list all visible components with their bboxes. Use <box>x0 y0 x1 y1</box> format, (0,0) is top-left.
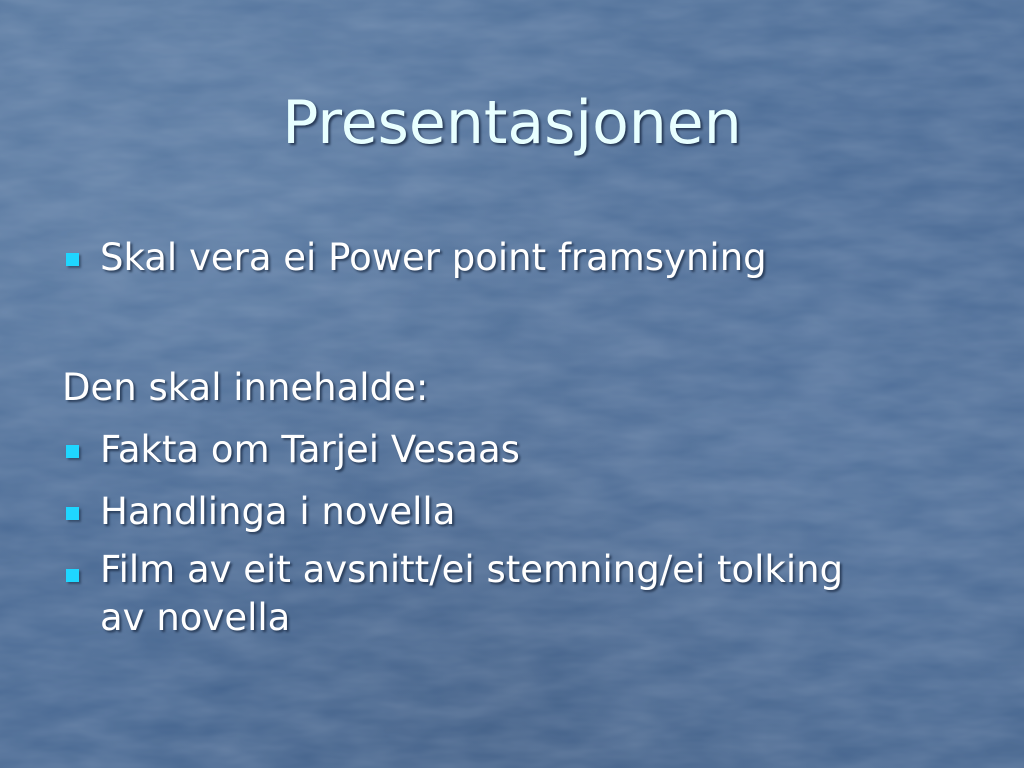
bullet-text: Skal vera ei Power point framsyning <box>100 236 767 279</box>
bullet-item <box>62 230 962 286</box>
square-bullet-icon <box>66 507 79 520</box>
intro-text: Den skal innehalde: <box>62 366 429 409</box>
bullet-text: Handlinga i novella <box>100 490 456 533</box>
spacer <box>62 286 962 360</box>
slide-title: Presentasjonen <box>282 88 742 158</box>
square-bullet-icon <box>66 253 79 266</box>
slide-body <box>62 230 962 642</box>
square-bullet-icon <box>66 445 79 458</box>
bullet-text-continuation: av novella <box>100 596 291 639</box>
bullet-item <box>62 484 962 540</box>
bullet-text: Film av eit avsnitt/ei stemning/ei tolking <box>100 548 844 591</box>
bullet-item <box>62 422 962 478</box>
square-bullet-icon <box>66 569 79 582</box>
bullet-text: Fakta om Tarjei Vesaas <box>100 428 520 471</box>
bullet-item <box>62 546 962 642</box>
